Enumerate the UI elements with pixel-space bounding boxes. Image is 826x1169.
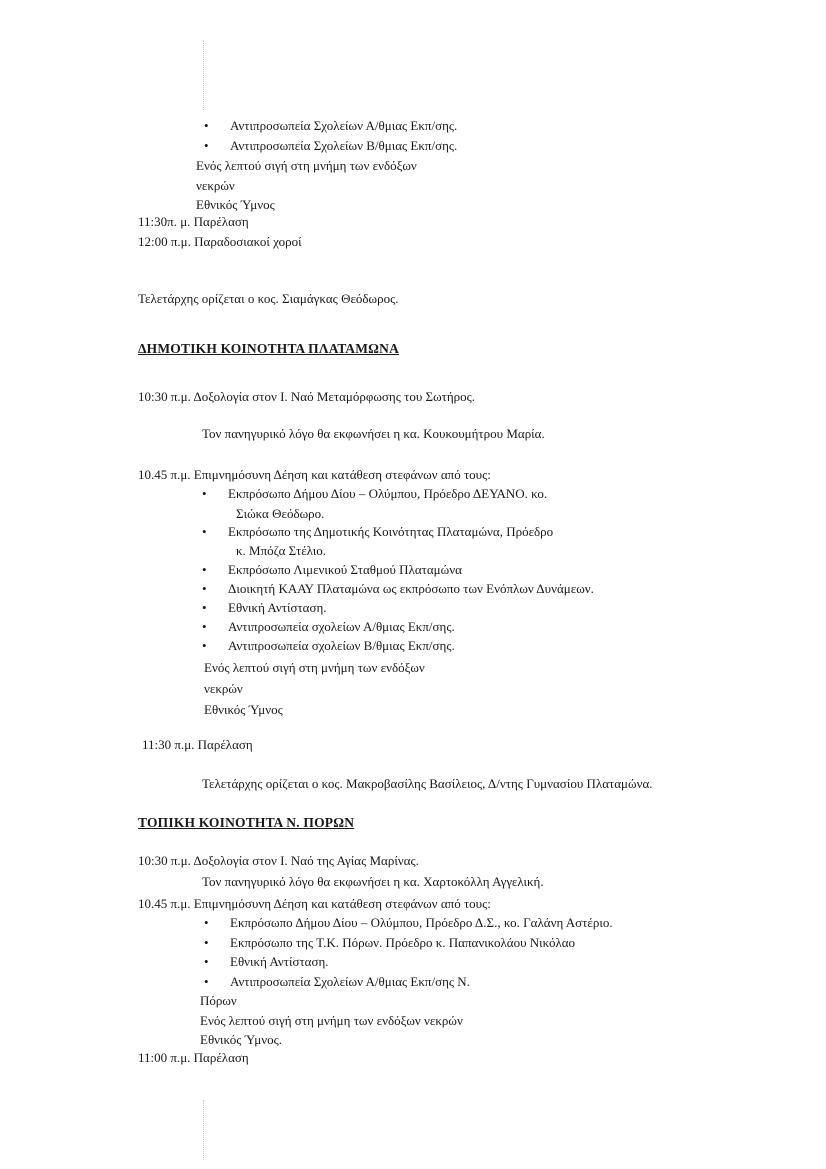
anthem-line: Εθνικός Ύμνος <box>204 702 283 717</box>
list-item: • Εκπρόσωπο της Δημοτικής Κοινότητας Πλαταμώνα, Πρόεδρο <box>202 524 554 539</box>
silence-line-cont: νεκρών <box>204 681 243 696</box>
list-item: • Εκπρόσωπο Δήμου Δίου – Ολύμπου, Πρόεδρο ΔΕΥΑΝΟ. κο. <box>202 486 548 501</box>
bullet-icon: • <box>204 915 209 930</box>
section-heading: ΔΗΜΟΤΙΚΗ ΚΟΙΝΟΤΗΤΑ ΠΛΑΤΑΜΩΝΑ <box>138 341 400 356</box>
silence-line: Ενός λεπτού σιγή στη μνήμη των ενδόξων νεκρών <box>200 1013 463 1028</box>
list-item: • Αντιπροσωπεία Σχολείων Α/θμιας Εκπ/σης. <box>204 118 458 133</box>
list-item: • Εκπρόσωπο Δήμου Δίου – Ολύμπου, Πρόεδρο Δ.Σ., κο. Γαλάνη Αστέριο. <box>204 915 613 930</box>
bullet-icon: • <box>204 935 209 950</box>
list-item: • Εκπρόσωπο της Τ.Κ. Πόρων. Πρόεδρο κ. Παπανικολάου Νικόλαο <box>204 935 576 950</box>
bullet-icon: • <box>202 486 207 501</box>
list-item: • Εθνική Αντίσταση. <box>202 600 327 615</box>
silence-line: Ενός λεπτού σιγή στη μνήμη των ενδόξων <box>204 660 425 675</box>
list-item: • Αντιπροσωπεία Σχολείων Β/θμιας Εκπ/σης. <box>204 138 458 153</box>
silence-line-cont: νεκρών <box>196 178 235 193</box>
bullet-icon: • <box>202 638 207 653</box>
anthem-line: Εθνικός Ύμνος <box>196 197 275 212</box>
bullet-icon: • <box>202 619 207 634</box>
parade-line: 11:30 π.μ. Παρέλαση <box>142 737 253 752</box>
bullet-icon: • <box>202 600 207 615</box>
parade-line: 11:30π. μ. Παρέλαση <box>138 214 249 229</box>
dances-line: 12:00 π.μ. Παραδοσιακοί χοροί <box>138 234 302 249</box>
speech-line: Τον πανηγυρικό λόγο θα εκφωνήσει η κα. Χαρτοκόλλη Αγγελική. <box>202 874 544 889</box>
list-item: • Αντιπροσωπεία σχολείων Β/θμιας Εκπ/σης. <box>202 638 455 653</box>
doxology-line: 10:30 π.μ. Δοξολογία στον Ι. Ναό Μεταμόρφωσης του Σωτήρος. <box>138 389 476 404</box>
marshal-line: Τελετάρχης ορίζεται ο κος. Μακροβασίλης Βασίλειος, Δ/ντης Γυμνασίου Πλαταμώνα. <box>202 776 653 791</box>
bullet-icon: • <box>204 974 209 989</box>
bullet-icon: • <box>202 562 207 577</box>
anthem-line: Εθνικός Ύμνος. <box>200 1032 283 1047</box>
bullet-icon: • <box>204 118 209 133</box>
list-item-cont: Πόρων <box>200 993 237 1008</box>
scan-artifact <box>203 40 204 110</box>
list-item: • Διοικητή ΚΑΑΥ Πλαταμώνα ως εκπρόσωπο των Ενόπλων Δυνάμεων. <box>202 581 594 596</box>
list-item: • Αντιπροσωπεία Σχολείων Α/θμιας Εκπ/σης Ν. <box>204 974 470 989</box>
marshal-line: Τελετάρχης ορίζεται ο κος. Σιαμάγκας Θεόδωρος. <box>138 291 399 306</box>
doxology-line: 10:30 π.μ. Δοξολογία στον Ι. Ναό της Αγίας Μαρίνας. <box>138 853 419 868</box>
list-item-cont: κ. Μπόζα Στέλιο. <box>236 543 327 558</box>
list-item: • Εκπρόσωπο Λιμενικού Σταθμού Πλαταμώνα <box>202 562 462 577</box>
list-item-cont: Σιώκα Θεόδωρο. <box>236 506 325 521</box>
bullet-icon: • <box>202 524 207 539</box>
memorial-line: 10.45 π.μ. Επιμνημόσυνη Δέηση και κατάθεση στεφάνων από τους: <box>138 896 491 911</box>
list-item: • Αντιπροσωπεία σχολείων Α/θμιας Εκπ/σης. <box>202 619 455 634</box>
bullet-icon: • <box>204 138 209 153</box>
section-heading: ΤΟΠΙΚΗ ΚΟΙΝΟΤΗΤΑ Ν. ΠΟΡΩΝ <box>138 815 355 830</box>
list-item: • Εθνική Αντίσταση. <box>204 954 329 969</box>
bullet-icon: • <box>204 954 209 969</box>
speech-line: Τον πανηγυρικό λόγο θα εκφωνήσει η κα. Κουκουμήτρου Μαρία. <box>202 426 545 441</box>
silence-line: Ενός λεπτού σιγή στη μνήμη των ενδόξων <box>196 158 417 173</box>
scan-artifact <box>203 1100 204 1160</box>
parade-line: 11:00 π.μ. Παρέλαση <box>138 1050 249 1065</box>
memorial-line: 10.45 π.μ. Επιμνημόσυνη Δέηση και κατάθεση στεφάνων από τους: <box>138 467 491 482</box>
bullet-icon: • <box>202 581 207 596</box>
